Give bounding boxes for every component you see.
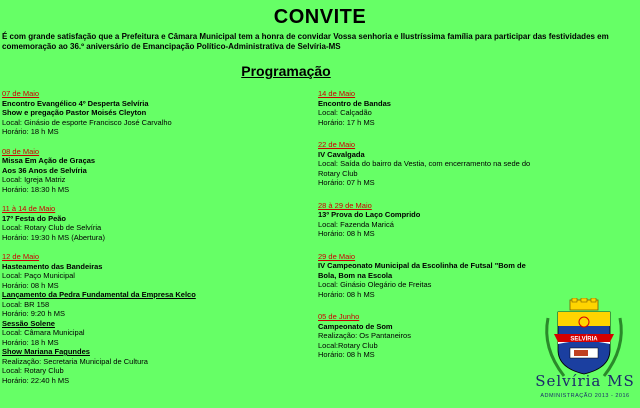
event-title: Hasteamento das Bandeiras <box>2 261 103 271</box>
event-detail: Horário: 08 h MS <box>318 289 375 299</box>
event-detail: Horário: 08 h MS <box>318 350 375 359</box>
event-date: 28 à 29 de Maio <box>318 200 372 210</box>
event-date: 14 de Maio <box>318 89 356 98</box>
event-title: Encontro Evangélico 4º Desperta Selvíria <box>2 98 149 108</box>
event-date: 12 de Maio <box>2 252 40 261</box>
logo-city-name: Selvíria MS <box>535 372 635 390</box>
event-title: IV Cavalgada <box>318 149 365 159</box>
event-detail: Horário: 18 h MS <box>2 337 59 347</box>
event-detail: Horário: 19:30 h MS (Abertura) <box>2 232 105 242</box>
invite-title: CONVITE <box>273 6 367 28</box>
event-block <box>2 252 302 385</box>
event-detail: Realização: Os Pantaneiros <box>318 331 411 340</box>
event-detail: Local: Câmara Municipal <box>2 328 85 337</box>
event-detail: Horário: 07 h MS <box>318 178 375 187</box>
event-detail: Horário: 08 h MS <box>2 280 59 290</box>
event-title: Lançamento da Pedra Fundamental da Empresa Kelco <box>2 290 196 299</box>
invite-intro: É com grande satisfação que a Prefeitura e Câmara Municipal tem a honra de convidar Vossa senhoria e Ilustríssima família para participar das festividades em comemoração ao 36.º aniversário de Emancipação Político-Administrativa de Selvíria-MS <box>2 32 609 51</box>
event-title: Show Mariana Fagundes <box>2 347 90 356</box>
event-block <box>318 312 540 360</box>
event-title: Missa Em Ação de Graças <box>2 156 96 165</box>
event-date: 07 de Maio <box>2 89 40 98</box>
event-date: 29 de Maio <box>318 251 356 261</box>
event-detail: Local: Fazenda Maricá <box>318 219 394 229</box>
logo-administration: ADMINISTRAÇÃO 2013 - 2016 <box>540 393 630 399</box>
program-heading: Programação <box>241 63 331 79</box>
event-title: 17º Festa do Peão <box>2 213 67 223</box>
crown-icon <box>570 298 598 310</box>
coat-of-arms-logo <box>528 298 640 408</box>
event-title: IV Campeonato Municipal da Escolinha de Futsal "Bom de Bola, Bom na Escola <box>318 261 526 280</box>
event-date: 22 de Maio <box>318 140 356 149</box>
event-detail: Local: Ginásio de esporte Francisco José Carvalho <box>2 117 172 127</box>
event-detail: Horário: 17 h MS <box>318 117 375 127</box>
event-detail: Local: Ginásio Olegário de Freitas <box>318 280 432 289</box>
ribbon-text: SELVÍRIA <box>570 336 598 343</box>
event-detail: Local: Rotary Club <box>2 366 64 375</box>
event-date: 08 de Maio <box>2 146 40 156</box>
event-date: 11 à 14 de Maio <box>2 204 56 213</box>
shield-icon <box>558 312 610 374</box>
event-title: Aos 36 Anos de Selvíria <box>2 165 87 175</box>
event-block <box>2 147 302 195</box>
event-title: Encontro de Bandas <box>318 98 391 108</box>
event-detail: Local: Igreja Matriz <box>2 175 66 184</box>
event-block <box>318 140 540 188</box>
event-date: 05 de Junho <box>318 312 360 321</box>
schedule-right-column <box>318 89 540 373</box>
event-detail: Local: Calçadão <box>318 108 372 117</box>
event-detail: Realização: Secretaria Municipal de Cultura <box>2 356 148 366</box>
event-title: Campeonato de Som <box>318 321 393 331</box>
event-detail: Local:Rotary Club <box>318 340 378 350</box>
event-detail: Local: BR 158 <box>2 299 50 309</box>
event-block <box>318 89 540 127</box>
event-title: Show e pregação Pastor Moisés Cleyton <box>2 108 147 117</box>
event-detail: Local: Saída do bairro da Vestia, com encerramento na sede do Rotary Club <box>318 159 531 178</box>
event-title: 13º Prova do Laço Comprido <box>318 210 421 219</box>
event-detail: Local: Rotary Club de Selvíria <box>2 223 102 232</box>
event-block <box>318 201 540 239</box>
event-detail: Horário: 08 h MS <box>318 229 375 238</box>
event-block <box>2 204 302 242</box>
event-block <box>318 252 540 300</box>
event-detail: Horário: 9:20 h MS <box>2 309 65 318</box>
schedule-left-column <box>2 89 302 395</box>
event-detail: Horário: 22:40 h MS <box>2 375 70 385</box>
event-detail: Local: Paço Municipal <box>2 271 75 280</box>
event-detail: Horário: 18 h MS <box>2 127 59 136</box>
event-block <box>2 89 302 137</box>
event-title: Sessão Solene <box>2 318 55 328</box>
event-detail: Horário: 18:30 h MS <box>2 184 70 194</box>
